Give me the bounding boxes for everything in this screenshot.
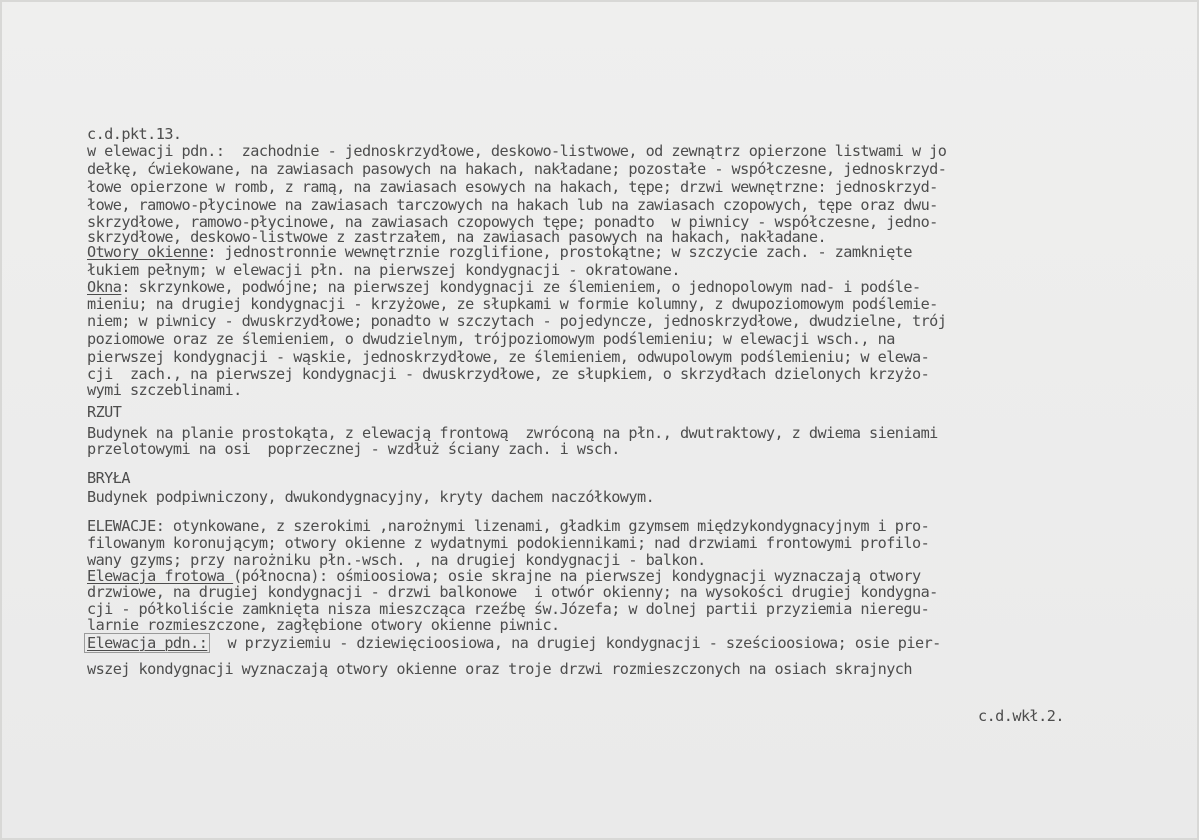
- text-line: filowanym koronującym; otwory okienne z wydatnymi podokiennikami; nad drzwiami frontowymi profilo-: [87, 534, 930, 552]
- text-line: skrzydłowe, deskowo-listwowe z zastrzałem, na zawiasach pasowych na hakach, nakładane.: [87, 228, 827, 246]
- text-line: Elewacja pdn.: w przyziemiu - dziewięcioosiowa, na drugiej kondygnacji - sześcioosiowa; osie pier-: [87, 635, 941, 652]
- text-line: cji - półkoliście zamknięta nisza mieszcząca rzeźbę św.Józefa; w dolnej partii przyziemia nieregu-: [87, 600, 930, 618]
- text-line: Budynek podpiwniczony, dwukondygnacyjny, kryty dachem naczółkowym.: [87, 488, 655, 506]
- section-heading: BRYŁA: [87, 469, 130, 487]
- text-line: przelotowymi na osi poprzecznej - wzdłuż ściany zach. i wsch.: [87, 440, 620, 458]
- section-label: w elewacji pdn.:: [87, 142, 225, 160]
- text-line: pierwszej kondygnacji - wąskie, jednoskrzydłowe, ze ślemieniem, odwupolowym podślemieniu; w elewa-: [87, 348, 930, 366]
- section-label: Okna: [87, 278, 122, 296]
- text-line: wany gzyms; przy narożniku płn.-wsch. , na drugiej kondygnacji - balkon.: [87, 551, 706, 569]
- text-line: w elewacji pdn.: zachodnie - jednoskrzydłowe, deskowo-listwowe, od zewnątrz opierzone listwami w jo: [87, 142, 947, 160]
- text-line: Budynek na planie prostokąta, z elewacją frontową zwróconą na płn., dwutraktowy, z dwiema sieniami: [87, 424, 938, 442]
- continuation-header: c.d.pkt.13.: [87, 125, 182, 143]
- continuation-footer: c.d.wkł.2.: [978, 707, 1064, 725]
- text-line: łowe, ramowo-płycinowe na zawiasach tarczowych na hakach lub na zawiasach czopowych, tępe oraz dwu-: [87, 196, 938, 214]
- text-line: mieniu; na drugiej kondygnacji - krzyżowe, ze słupkami w formie kolumny, z dwupoziomowym podślemie-: [87, 295, 938, 313]
- section-label: Otwory okienne: [87, 243, 208, 261]
- text-line: wymi szczeblinami.: [87, 381, 242, 399]
- text-line: łukiem pełnym; w elewacji płn. na pierwszej kondygnacji - okratowane.: [87, 261, 680, 279]
- text-line: drzwiowe, na drugiej kondygnacji - drzwi balkonowe i otwór okienny; na wysokości drugiej kondygna-: [87, 583, 938, 601]
- text-line: skrzydłowe, ramowo-płycinowe, na zawiasach czopowych tępe; ponadto w piwnicy - współczesne, jedno-: [87, 213, 938, 231]
- text-line: Otwory okienne: jednostronnie wewnętrznie rozglifione, prostokątne; w szczycie zach. - zamknięte: [87, 243, 912, 261]
- section-heading: RZUT: [87, 403, 122, 421]
- text-line: Elewacja frotowa (północna): ośmioosiowa; osie skrajne na pierwszej kondygnacji wyznaczają otwory: [87, 567, 921, 585]
- text-line: ELEWACJE: otynkowane, z szerokimi ,narożnymi lizenami, gładkim gzymsem międzykondygnacyjnym i pro-: [87, 517, 930, 535]
- text-line: dełkę, ćwiekowane, na zawiasach pasowych na hakach, nakładane; pozostałe - współczesne, jednoskrzyd-: [87, 160, 947, 178]
- text-line: wszej kondygnacji wyznaczają otwory okienne oraz troje drzwi rozmieszczonych na osiach skrajnych: [87, 660, 912, 678]
- section-label: Elewacja pdn.:: [84, 633, 210, 653]
- text-line: cji zach., na pierwszej kondygnacji - dwuskrzydłowe, ze słupkiem, o skrzydłach dzielonych krzyżo-: [87, 365, 930, 383]
- section-label: Elewacja frotowa: [87, 567, 234, 585]
- text-line: poziomowe oraz ze ślemieniem, o dwudzielnym, trójpoziomowym podślemieniu; w elewacji wsch., na: [87, 330, 895, 348]
- text-line: larnie rozmieszczone, zagłębione otwory okienne piwnic.: [87, 616, 560, 634]
- text-line: niem; w piwnicy - dwuskrzydłowe; ponadto w szczytach - pojedyncze, jednoskrzydłowe, dwudzielne, trój: [87, 312, 947, 330]
- text-line: Okna: skrzynkowe, podwójne; na pierwszej kondygnacji ze ślemieniem, o jednopolowym nad- i podśle-: [87, 278, 921, 296]
- text-line: łowe opierzone w romb, z ramą, na zawiasach esowych na hakach, tępe; drzwi wewnętrzne: jednoskrzyd-: [87, 178, 938, 196]
